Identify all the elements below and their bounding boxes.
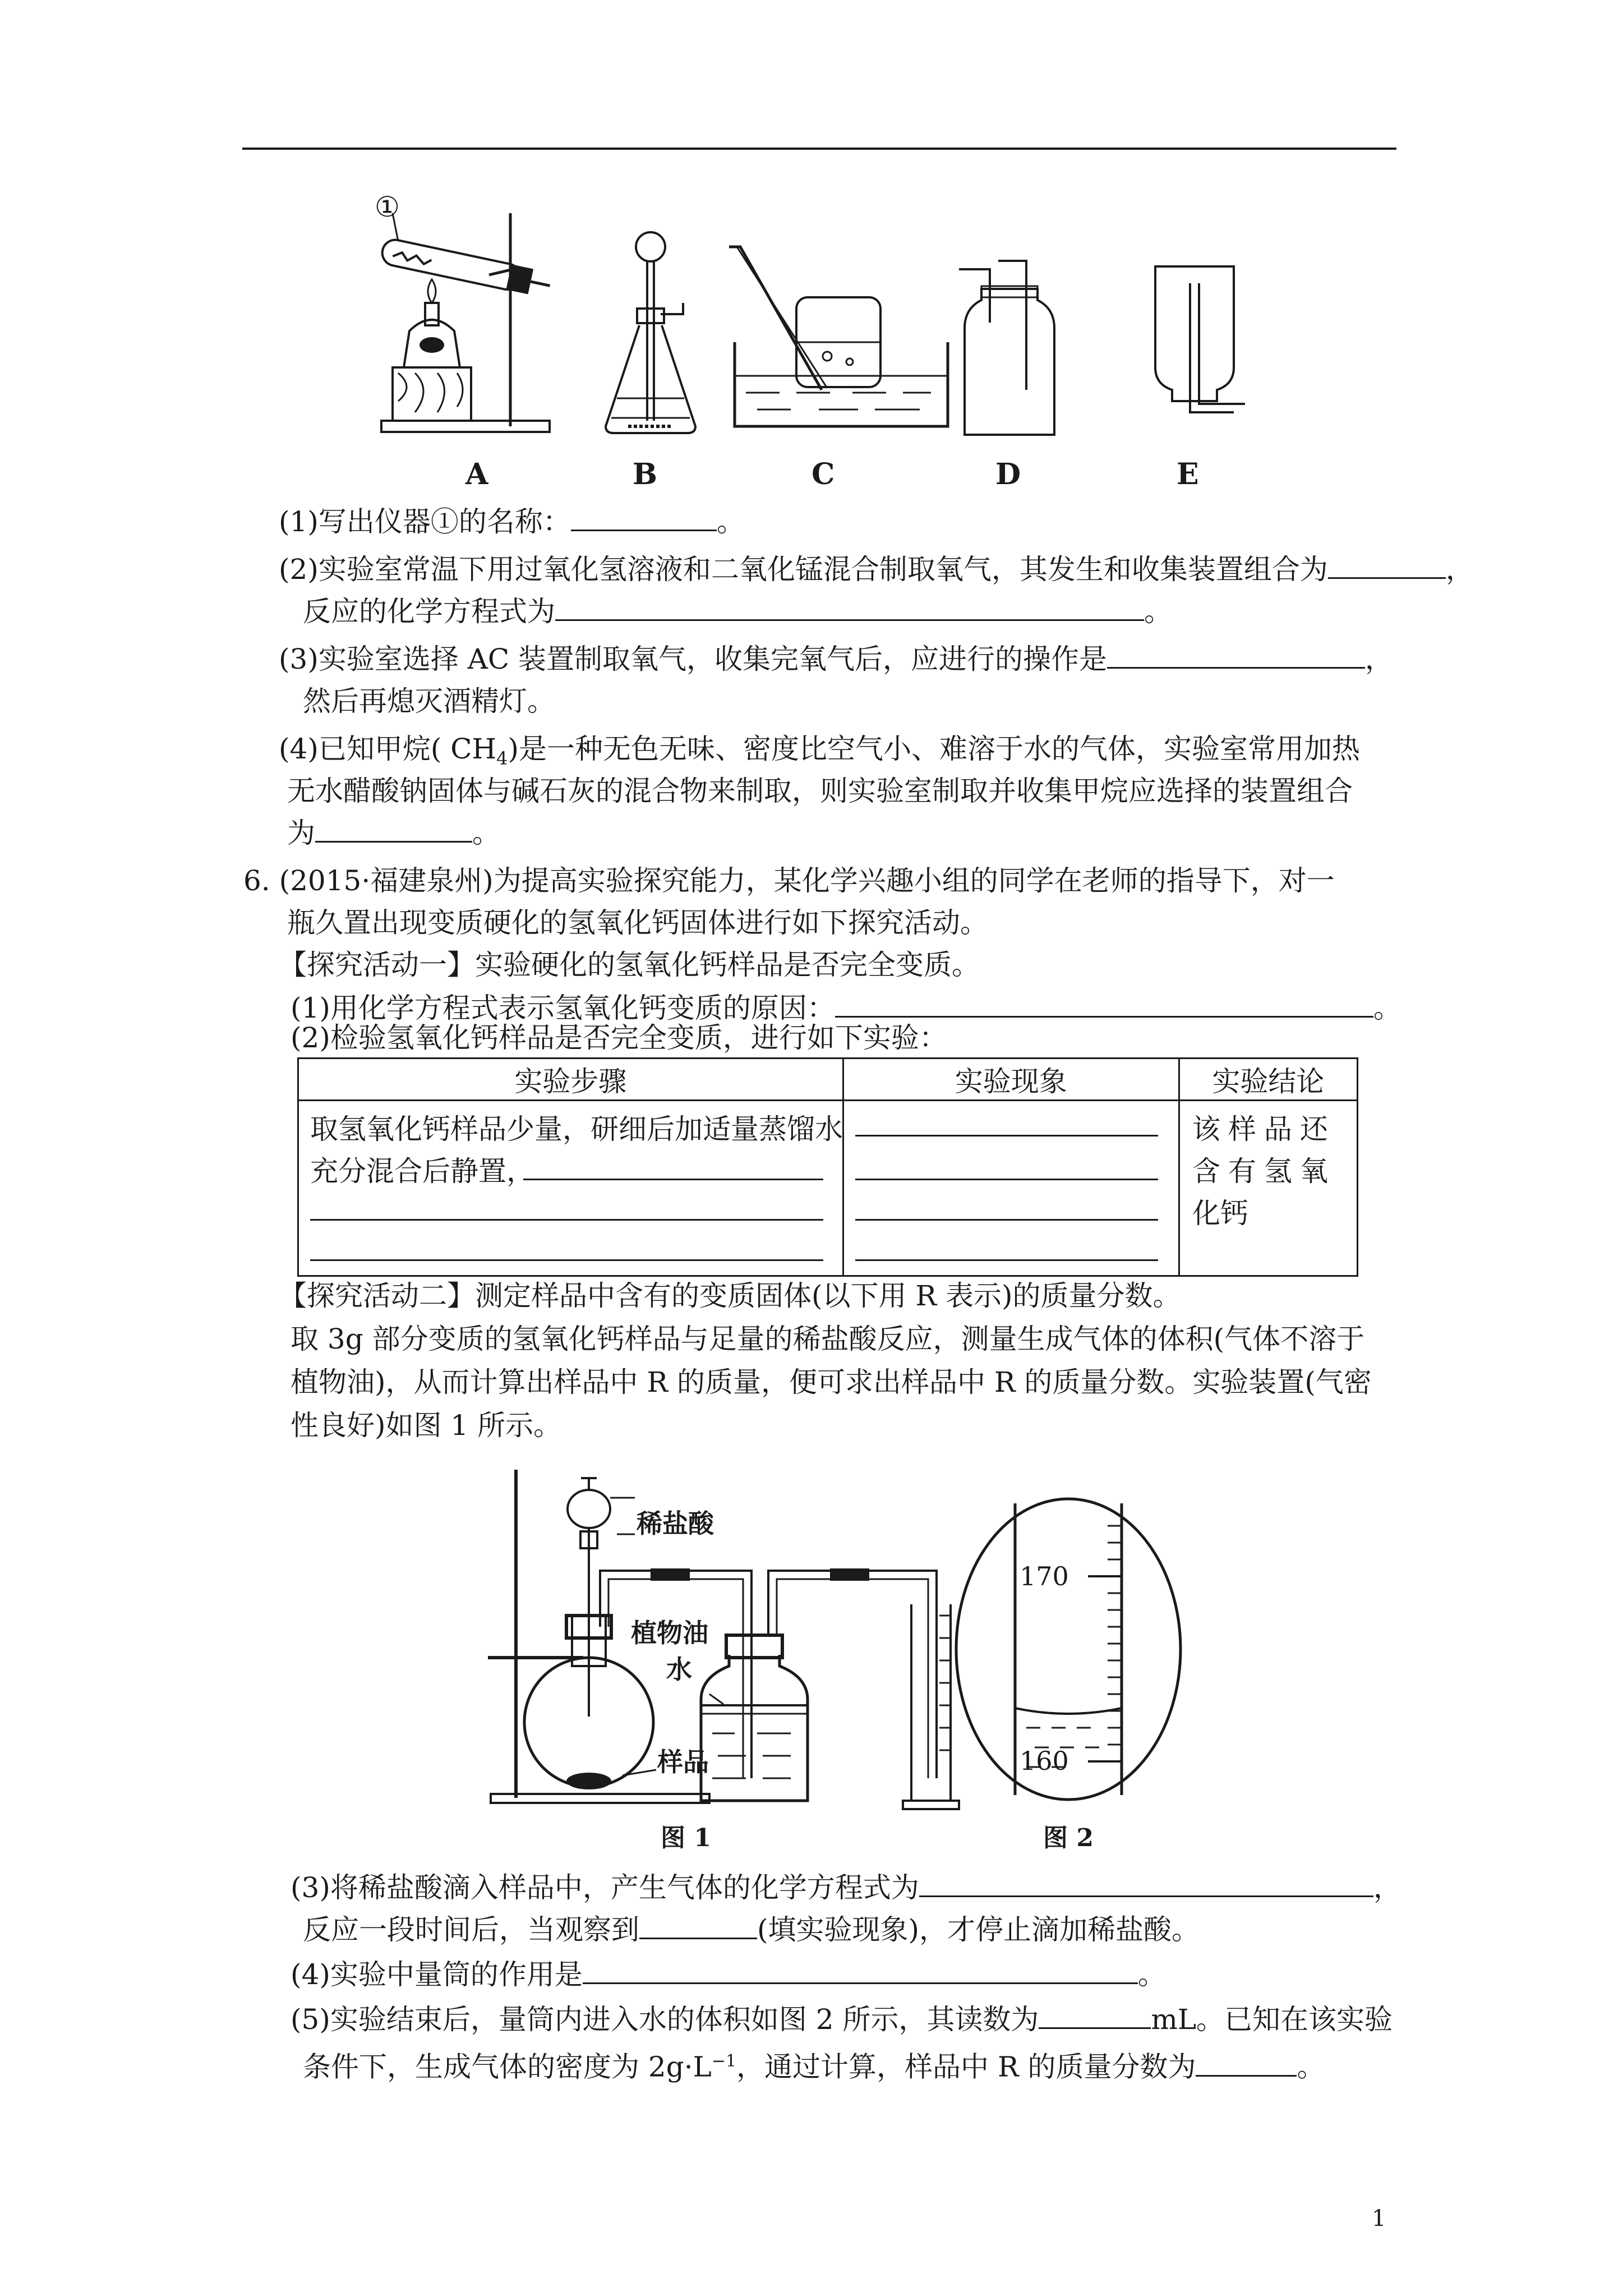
q6-header: 6. (2015·福建泉州)为提高实验探究能力，某化学兴趣小组的同学在老师的指导下，对一 [243,864,1335,897]
q6-5-line2: 条件下，生成气体的密度为 $2g\cdot L^{-1}$，通过计算，样品中 R 的质量分数为 。 [303,2050,1325,2083]
q5-1: (1)写出仪器①的名称： 。 [279,505,745,538]
answer-blank[interactable] [310,1259,823,1261]
conclusion-line3: 化钙 [1192,1197,1248,1230]
answer-blank[interactable] [855,1179,1158,1180]
table-header-phenomenon: 实验现象 [843,1059,1179,1101]
answer-blank[interactable] [571,505,717,531]
q5-2: (2)实验室常温下用过氧化氢溶液和二氧化锰混合制取氧气，其发生和收集装置组合为 ， [279,553,1474,586]
q6-header-line2: 瓶久置出现变质硬化的氢氧化钙固体进行如下探究活动。 [287,907,988,939]
answer-blank[interactable] [555,595,1144,621]
apparatus-c-drawing [723,241,959,443]
label-water: 水 [666,1654,692,1685]
activity-two-para-2: 植物油)，从而计算出样品中 R 的质量，便可求出样品中 R 的质量分数。实验装置(气密 [291,1366,1372,1398]
q5-4-line3: 为 。 [287,817,500,849]
answer-blank[interactable] [1328,553,1446,579]
answer-blank[interactable] [315,816,472,843]
header-rule [242,148,1396,150]
answer-blank[interactable] [835,991,1373,1018]
label-vegetable-oil: 植物油 [631,1618,708,1648]
answer-blank[interactable] [1196,2050,1297,2077]
activity-two-title: 【探究活动二】测定样品中含有的变质固体(以下用 R 表示)的质量分数。 [279,1280,1181,1312]
table-header-steps: 实验步骤 [298,1059,843,1101]
activity-one-title: 【探究活动一】实验硬化的氢氧化钙样品是否完全变质。 [279,949,980,981]
conclusion-line2: 含有氢氧 [1192,1155,1336,1188]
table-cell-steps [298,1101,843,1276]
q5-4-line1: (4)已知甲烷( $CH_4$)是一种无色无味、密度比空气小、难溶于水的气体，实验室常用加热 [279,733,1360,769]
apparatus-label-c: C [811,457,835,491]
answer-blank[interactable] [1107,642,1365,669]
table-header-conclusion: 实验结论 [1179,1059,1357,1101]
answer-blank[interactable] [583,1958,1138,1984]
apparatus-label-a: A [465,457,488,491]
activity-two-para-1: 取 3g 部分变质的氢氧化钙样品与足量的稀盐酸反应，测量生成气体的体积(气体不溶于 [291,1323,1365,1355]
answer-blank[interactable] [855,1219,1158,1221]
table-cell-phenomenon [843,1101,1179,1276]
activity-two-para-3: 性良好)如图 1 所示。 [291,1409,562,1442]
answer-blank[interactable] [1039,2003,1151,2029]
q6-4: (4)实验中量筒的作用是 。 [291,1958,1166,1991]
answer-blank[interactable] [855,1259,1158,1261]
scale-label-170: 170 [1020,1561,1069,1591]
label-dilute-acid: 稀盐酸 [637,1508,714,1539]
conclusion-line1: 该样品还 [1192,1113,1336,1145]
apparatus-b-drawing [594,230,707,443]
instrument-marker: ① [375,191,400,223]
q5-3-line2: 然后再熄灭酒精灯。 [303,685,555,717]
q6-1: (1)用化学方程式表示氢氧化钙变质的原因： 。 [291,992,1401,1024]
step-text-line2: 充分混合后静置， [310,1155,534,1188]
q6-2: (2)检验氢氧化钙样品是否完全变质，进行如下实验： [291,1022,947,1054]
answer-blank[interactable] [855,1135,1158,1137]
apparatus-label-b: B [633,457,657,491]
apparatus-d-drawing [959,255,1060,440]
q5-3: (3)实验室选择 AC 装置制取氧气，收集完氧气后，应进行的操作是 ， [279,643,1393,675]
apparatus-a-drawing [359,191,561,449]
scale-label-160: 160 [1020,1746,1069,1776]
figure-1-caption: 图 1 [661,1824,711,1852]
apparatus-e-drawing [1138,261,1251,429]
q6-5: (5)实验结束后，量筒内进入水的体积如图 2 所示，其读数为 mL。已知在该实验 [291,2003,1393,2036]
q5-2-equation: 反应的化学方程式为 。 [303,595,1172,628]
figure-2-caption: 图 2 [1043,1824,1094,1852]
answer-blank[interactable] [639,1913,757,1939]
answer-blank[interactable] [310,1219,823,1221]
methane-formula: $CH_4$ [450,733,508,769]
table-cell-conclusion [1179,1101,1357,1276]
q5-4-line2: 无水醋酸钠固体与碱石灰的混合物来制取，则实验室制取并收集甲烷应选择的装置组合 [287,775,1353,807]
q6-3-line2: 反应一段时间后，当观察到 (填实验现象)，才停止滴加稀盐酸。 [303,1913,1200,1946]
experiment-table [297,1057,1358,1277]
label-sample: 样品 [657,1747,709,1777]
step-text-line1: 取氢氧化钙样品少量，研细后加适量蒸馏水 [310,1113,843,1145]
apparatus-label-d: D [995,457,1021,491]
answer-blank[interactable] [919,1871,1373,1897]
page-number: 1 [1372,2206,1386,2231]
apparatus-label-e: E [1177,457,1199,491]
q6-3: (3)将稀盐酸滴入样品中，产生气体的化学方程式为 ， [291,1871,1401,1904]
answer-blank[interactable] [523,1179,823,1180]
